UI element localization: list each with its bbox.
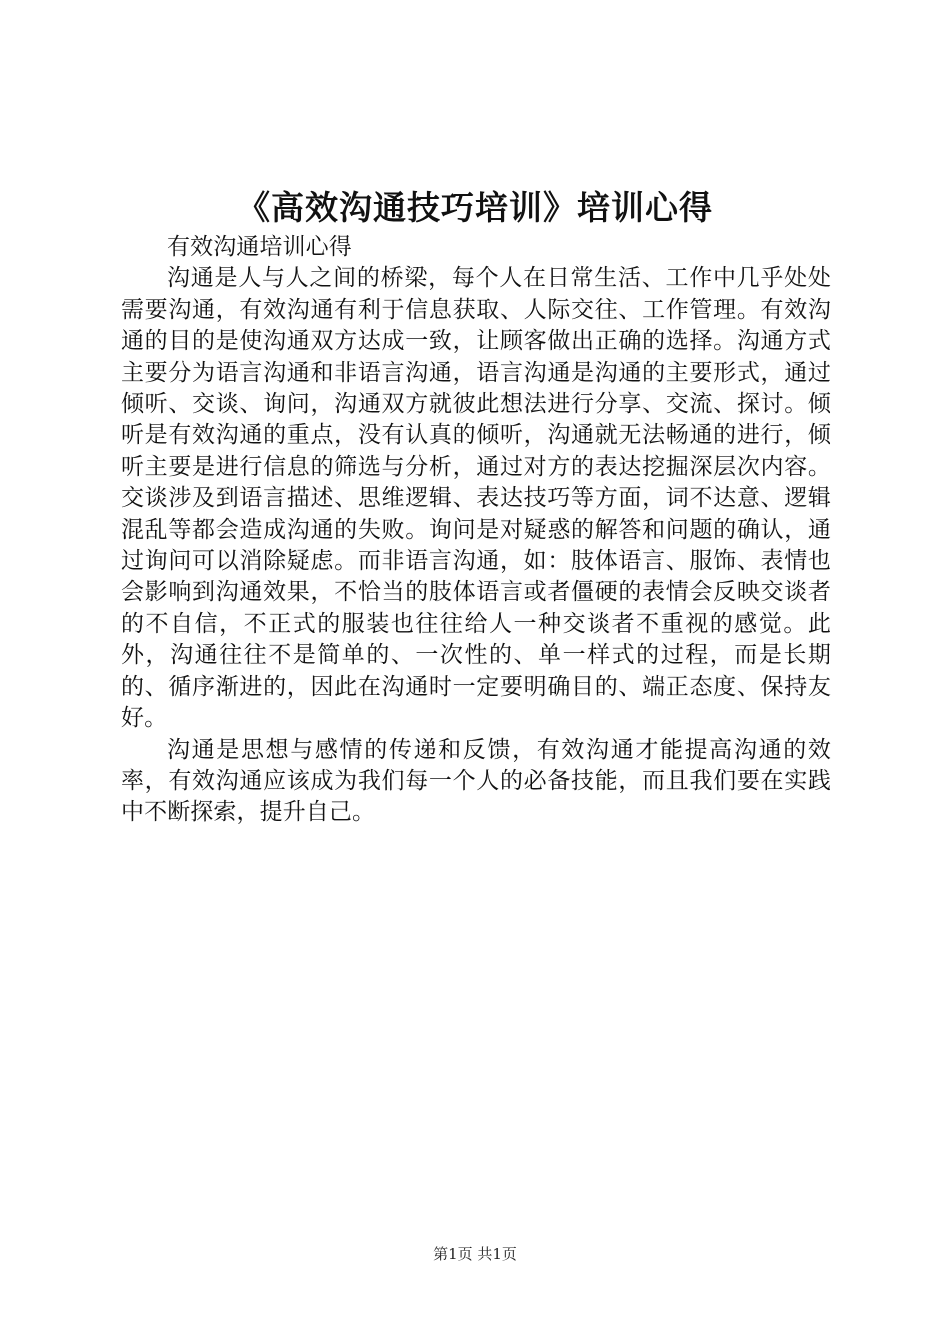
page-footer: 第1页 共1页 bbox=[433, 1245, 517, 1263]
document-body bbox=[121, 232, 831, 829]
subtitle-paragraph: 有效沟通培训心得 bbox=[167, 234, 352, 260]
document-title: 《高效沟通技巧培训》培训心得 bbox=[237, 188, 713, 227]
body-paragraph: 沟通是人与人之间的桥梁，每个人在日常生活、工作中几乎处处需要沟通，有效沟通有利于信息获取、人际交往、工作管理。有效沟通的目的是使沟通双方达成一致，让顾客做出正确的选择。沟通方式主要分为语言沟通和非语言沟通，语言沟通是沟通的主要形式，通过倾听、交谈、询问，沟通双方就彼此想法进行分享、交流、探讨。倾听是有效沟通的重点，没有认真的倾听，沟通就无法畅通的进行，倾听主要是进行信息的筛选与分析，通过对方的表达挖掘深层次内容。交谈涉及到语言描述、思维逻辑、表达技巧等方面，词不达意、逻辑混乱等都会造成沟通的失败。询问是对疑惑的解答和问题的确认，通过询问可以消除疑虑。而非语言沟通，如：肢体语言、服饰、表情也会影响到沟通效果，不恰当的肢体语言或者僵硬的表情会反映交谈者的不自信，不正式的服装也往往给人一种交谈者不重视的感觉。此外，沟通往往不是简单的、一次性的、单一样式的过程，而是长期的、循序渐进的，因此在沟通时一定要明确目的、端正态度、保持友好。 bbox=[121, 265, 831, 732]
body-paragraph: 沟通是思想与感情的传递和反馈，有效沟通才能提高沟通的效率，有效沟通应该成为我们每一个人的必备技能，而且我们要在实践中不断探索，提升自己。 bbox=[121, 736, 831, 826]
